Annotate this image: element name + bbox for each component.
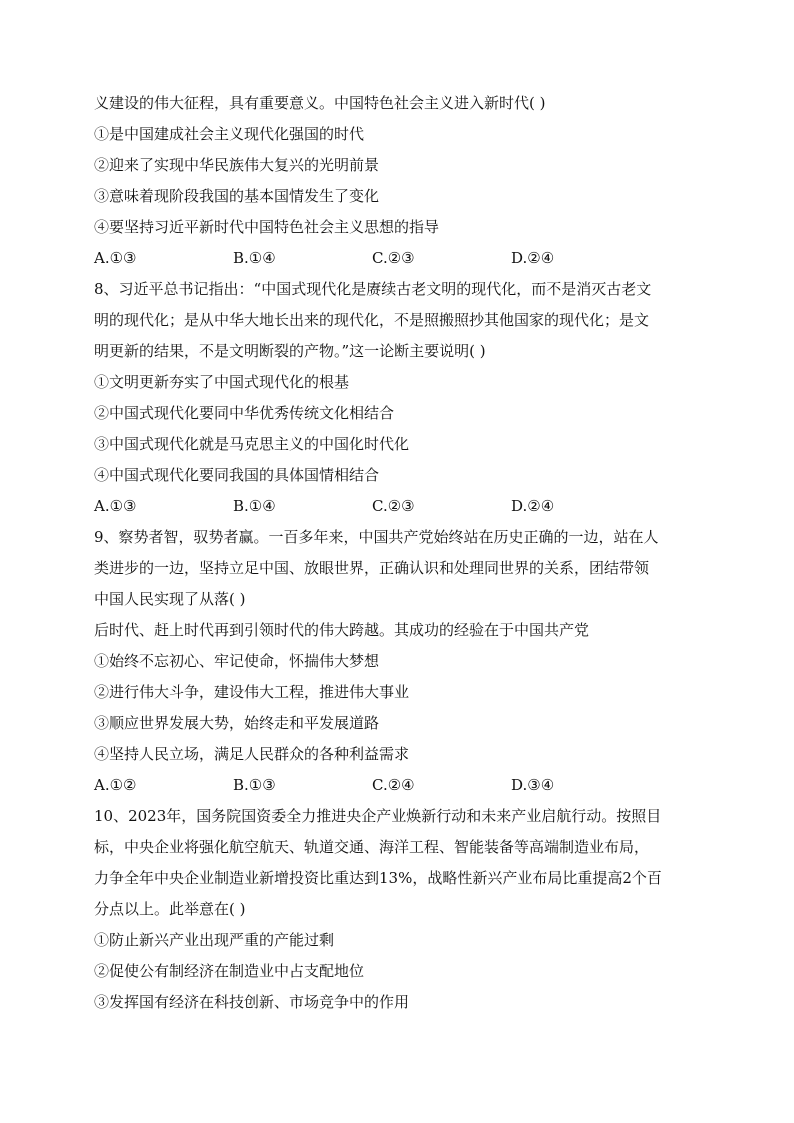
- option-c: C.②③: [372, 497, 415, 515]
- option-c: C.②④: [372, 776, 415, 794]
- question-9: [94, 522, 700, 801]
- option-d: D.②④: [511, 497, 555, 515]
- question-stem-line: 分点以上。此举意在( ): [94, 900, 246, 918]
- question-stem-line: 9、察势者智，驭势者赢。一百多年来，中国共产党始终站在历史正确的一边，站在人: [94, 528, 659, 546]
- answer-options: [94, 770, 700, 801]
- answer-options: [94, 491, 700, 522]
- question-10: [94, 801, 700, 1018]
- question-stem-line: 8、习近平总书记指出：“中国式现代化是赓续古老文明的现代化，而不是消灭古老文: [94, 280, 652, 298]
- exam-page: [94, 88, 700, 1018]
- question-stem-line: 义建设的伟大征程，具有重要意义。中国特色社会主义进入新时代( ): [94, 94, 546, 112]
- option-a: A.①②: [94, 776, 137, 794]
- question-7: [94, 88, 700, 274]
- statement-3: ③中国式现代化就是马克思主义的中国化时代化: [94, 435, 410, 453]
- option-b: B.①③: [233, 776, 276, 794]
- option-b: B.①④: [233, 497, 276, 515]
- question-stem-line: 后时代、赶上时代再到引领时代的伟大跨越。其成功的经验在于中国共产党: [94, 621, 590, 639]
- statement-3: ③意味着现阶段我国的基本国情发生了变化: [94, 187, 380, 205]
- option-b: B.①④: [233, 249, 276, 267]
- statement-4: ④要坚持习近平新时代中国特色社会主义思想的指导: [94, 218, 440, 236]
- option-a: A.①③: [94, 249, 137, 267]
- statement-4: ④中国式现代化要同我国的具体国情相结合: [94, 466, 380, 484]
- question-stem-line: 中国人民实现了从落( ): [94, 590, 246, 608]
- option-d: D.③④: [511, 776, 555, 794]
- statement-1: ①文明更新夯实了中国式现代化的根基: [94, 373, 350, 391]
- question-stem-line: 类进步的一边，坚持立足中国、放眼世界，正确认识和处理同世界的关系，团结带领: [94, 559, 650, 577]
- question-stem-line: 明更新的结果，不是文明断裂的产物。”这一论断主要说明( ): [94, 342, 486, 360]
- option-c: C.②③: [372, 249, 415, 267]
- statement-3: ③发挥国有经济在科技创新、市场竞争中的作用: [94, 993, 410, 1011]
- statement-1: ①是中国建成社会主义现代化强国的时代: [94, 125, 365, 143]
- question-stem-line: 力争全年中央企业制造业新增投资比重达到13%，战略性新兴产业布局比重提高2个百: [94, 869, 662, 887]
- statement-3: ③顺应世界发展大势，始终走和平发展道路: [94, 714, 380, 732]
- statement-2: ②中国式现代化要同中华优秀传统文化相结合: [94, 404, 395, 422]
- option-d: D.②④: [511, 249, 555, 267]
- question-stem-line: 明的现代化；是从中华大地长出来的现代化，不是照搬照抄其他国家的现代化；是文: [94, 311, 650, 329]
- statement-4: ④坚持人民立场，满足人民群众的各种利益需求: [94, 745, 410, 763]
- statement-1: ①防止新兴产业出现严重的产能过剩: [94, 931, 335, 949]
- question-stem-line: 10、2023年，国务院国资委全力推进央企产业焕新行动和未来产业启航行动。按照目: [94, 807, 662, 825]
- statement-2: ②进行伟大斗争，建设伟大工程，推进伟大事业: [94, 683, 410, 701]
- statement-2: ②迎来了实现中华民族伟大复兴的光明前景: [94, 156, 380, 174]
- statement-2: ②促使公有制经济在制造业中占支配地位: [94, 962, 365, 980]
- question-stem-line: 标，中央企业将强化航空航天、轨道交通、海洋工程、智能装备等高端制造业布局，: [94, 838, 650, 856]
- question-8: [94, 274, 700, 522]
- option-a: A.①③: [94, 497, 137, 515]
- statement-1: ①始终不忘初心、牢记使命，怀揣伟大梦想: [94, 652, 380, 670]
- answer-options: [94, 243, 700, 274]
